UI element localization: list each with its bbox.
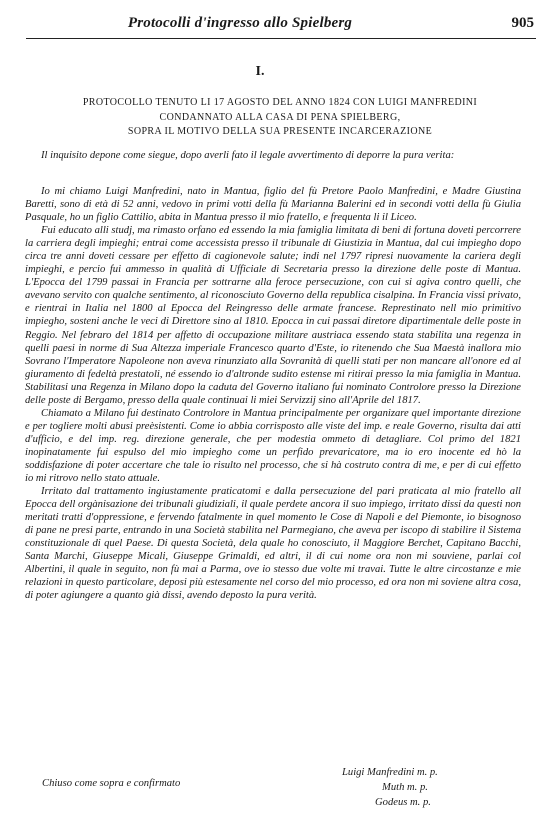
testimony-body bbox=[25, 185, 521, 603]
signature-godeus: Godeus m. p. bbox=[375, 797, 431, 808]
signature-manfredini: Luigi Manfredini m. p. bbox=[342, 767, 438, 778]
heading-line-3: SOPRA IL MOTIVO DELLA SUA PRESENTE INCARCERAZIONE bbox=[127, 126, 433, 137]
intro-text: Il inquisito depone come siegue, dopo averli fato il legale avvertimento di deporre la pura verita: bbox=[41, 150, 455, 161]
signature-muth: Muth m. p. bbox=[382, 782, 428, 793]
running-title: Protocolli d'ingresso allo Spielberg bbox=[127, 15, 353, 31]
paragraph-3: Chiamato a Milano fui destinato Controlore in Mantua principalmente per organizare quel importante direzione e per togliere molti abusi preèsistenti. Come io abbia corrisposto alle viste del imp. e reale Governo, risulta dai atti d'ufficio, e del imp. reg. direzione generale, che per modestia ommeto di detagliare. Col primo del 1821 inopinatamente fui espulso del mio impiegho come un perfido prevaricatore, ma io ero inocente ed hò la soddisfazione di poter accertare che tale io risulto nel processo, che si hà costruto contra di me, e per di cui effetto io mi ritrovo nello stato attuale. bbox=[25, 407, 521, 485]
intro-paragraph bbox=[25, 149, 521, 162]
heading-line-1: PROTOCOLLO TENUTO LI 17 AGOSTO DEL ANNO 1824 CON LUIGI MANFREDINI bbox=[82, 97, 478, 108]
closing-formula: Chiuso come sopra e confirmato bbox=[42, 778, 181, 789]
paragraph-2: Fui educato alli studj, ma rimasto orfano ed essendo la mia famiglia limitata di beni di fortuna doveti percorrere la carriera degli impieghi; entrai come accessista presso il tribunale di Giustizia in Mantua, dal cui impiegho dopo circa tre anni doveti cessare per effetto di cagionevole salute; indi nel 1797 ripresi nuovamente la cariera degli impieghi, e percio fui ammesso in qualità di Ufficiale di Secretaria presso la direzione delle poste di Mantua. L'Epocca del 1799 passai in Francia per sottrarne alla feroce persecuzione, con cui si agiva contro quelli, che avevano servito con qualche sentimento, al riconosciuto Governo della republica cisalpina. In Francia vissi privato, e rientrai in Italia nel 1800 al Epocca del Reingresso delle armate francese. Represtinato nell mio primitivo impiegho, sosteni anche le veci di Direttore sino al 1810. Epocca in cui passai diretore dipartimentale delle poste in Reggio. Nel febraro del 1814 per affetto di occupazione militare austriaca essendo stata stabilita una regenza in quelli paesi in norme di Sua Altezza imperiale Francesco quarto d'Este, io ritenendo che Sua Maestà inallora mio Sovrano l'Imperatore Napoleone non aveva rinunziato alla Sovranità di quelli stati per non mancare all'onore ed al giuramento di fedeltà prestatoli, né essendo io d'altronde sudito estense mi ritirai presso la mia famiglia in Mantua. Stabilitasi una Regenza in Milano dopo la caduta del Governo italiano fui nominato Controlore presso la Direzione delle poste di Bergamo, presso della quale continuai li miei Servizzij sino all'Aprile del 1817. bbox=[25, 225, 521, 406]
paragraph-1: Io mi chiamo Luigi Manfredini, nato in Mantua, figlio del fù Pretore Paolo Manfredini, e Madre Giustina Baretti, sono di età di 52 anni, vedovo in primi votti della fù Marianna Balerini ed in secondi votti della fù Giulia Pasquale, ho un figlio Cattilio, abita in Mantua presso il mio fratello, e frequenta li il Liceo. bbox=[25, 186, 521, 224]
heading-line-2: CONDANNATO ALLA CASA DI PENA SPIELBERG, bbox=[159, 112, 401, 123]
header-rule bbox=[26, 38, 536, 39]
section-number: I. bbox=[255, 64, 265, 79]
paragraph-4: Irritato dal trattamento ingiustamente praticatomi e dalla persecuzione del pari praticata al mio fratello all Epocca dell orgànisazione dei tribunali giudiziali, il quale perdete ancora il suo impiego, irritato dissi da questi non meritati tratti d'oppressione, e fervendo fatalmente in quel momento le Cose di Napoli e del Piemonte, io bisognoso di pane ne presi parte, entrando in una Società stabilita nel Parmegiano, che aveva per iscopo di stabilire il Sistema constituzionale di quel Paese. Di questa Società, dela quale ho conosciuto, il Maggiore Berchet, Capitano Bacchi, Santa Marchi, Giuseppe Micali, Giuseppe Grimaldi, ed altri, il di cui nome ora non mi souviene, parlai col Albertini, il quale in seguito, non fù mai a Parma, ove io stesso due volte mi travai. Tutte le altre circostanze e mie relazioni in questo particolare, deposi più estesamente nel corso del mio processo, ed ora non mi soviene altra cosa, di poter agiungere a quanto già dissi, avendo deposto la pura verità. bbox=[25, 486, 521, 602]
page-number: 905 bbox=[511, 15, 534, 31]
